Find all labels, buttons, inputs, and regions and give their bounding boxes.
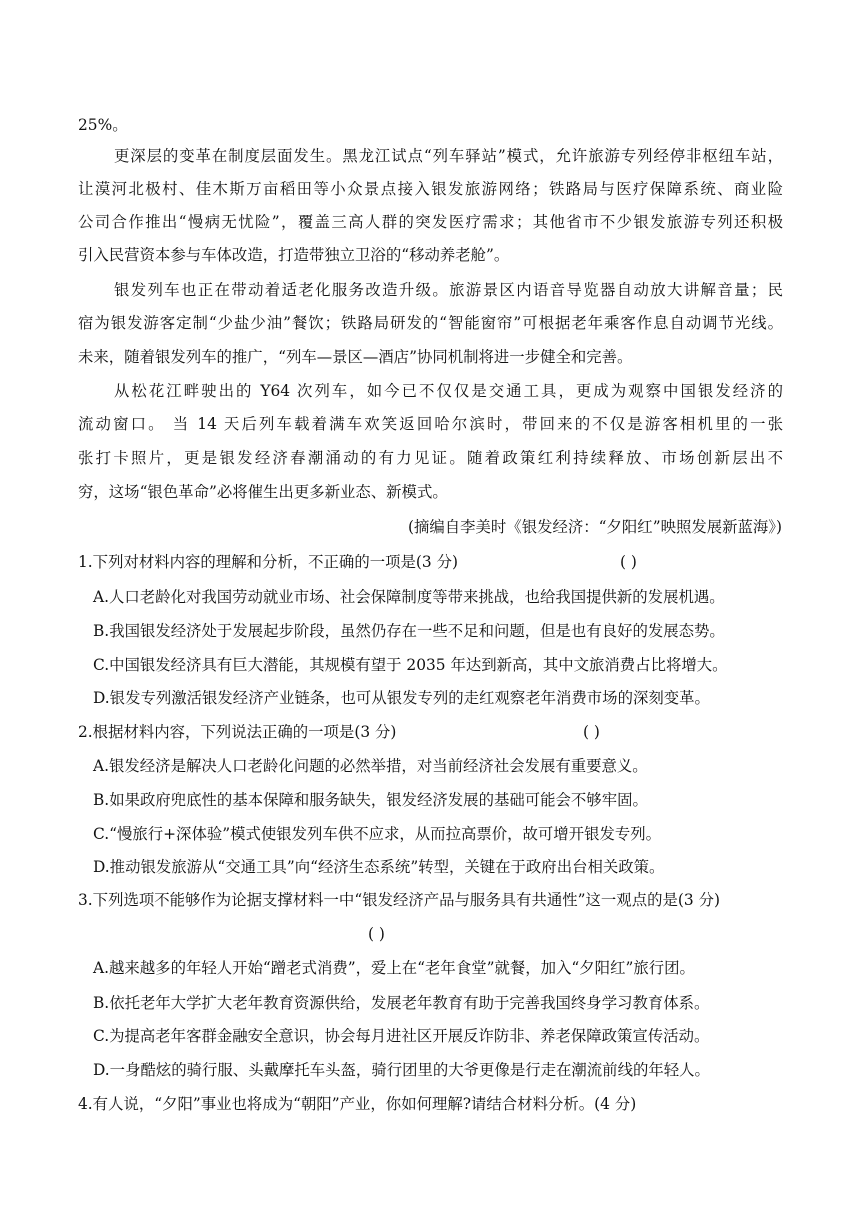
q1-option-c[interactable]: C.中国银发经济具有巨大潜能，其规模有望于 2035 年达到新高，其中文旅消费占比将增大。: [93, 656, 728, 674]
question-4-stem: 4.有人说，“夕阳”事业也将成为“朝阳”产业，你如何理解?请结合材料分析。(4 分): [78, 1095, 637, 1113]
passage-line: 穷，这场“银色革命”必将催生出更多新业态、新模式。: [78, 483, 448, 501]
question-1-stem: 1.下列对材料内容的理解和分析，不正确的一项是(3 分): [78, 553, 458, 571]
passage-line: 更深层的变革在制度层面发生。黑龙江试点“列车驿站”模式，允许旅游专列经停非枢纽车站，: [114, 147, 783, 165]
passage-line: 未来，随着银发列车的推广，“列车—景区—酒店”协同机制将进一步健全和完善。: [78, 348, 633, 366]
passage-line: 银发列车也正在带动着适老化服务改造升级。旅游景区内语音导览器自动放大讲解音量；民: [114, 281, 783, 299]
passage-line: 张打卡照片，更是银发经济春潮涌动的有力见证。随着政策红利持续释放、市场创新层出不: [78, 449, 783, 467]
q3-option-c[interactable]: C.为提高老年客群金融安全意识，协会每月进社区开展反诈防非、养老保障政策宣传活动。: [93, 1027, 710, 1045]
q2-option-c[interactable]: C.“慢旅行+深体验”模式使银发列车供不应求，从而拉高票价，故可增开银发专列。: [93, 825, 662, 843]
q3-option-a[interactable]: A.越来越多的年轻人开始“蹭老式消费”，爱上在“老年食堂”就餐，加入“夕阳红”旅行团。: [93, 959, 695, 977]
answer-bracket-2[interactable]: ( ): [583, 723, 600, 741]
q3-option-d[interactable]: D.一身酷炫的骑行服、头戴摩托车头盔，骑行团里的大爷更像是行走在潮流前线的年轻人。: [93, 1061, 710, 1079]
q2-option-a[interactable]: A.银发经济是解决人口老龄化问题的必然举措，对当前经济社会发展有重要意义。: [93, 757, 648, 775]
passage-line: 流动窗口。 当 14 天后列车载着满车欢笑返回哈尔滨时，带回来的不仅是游客相机里的一张: [78, 415, 783, 433]
passage-line: 25%。: [78, 116, 128, 134]
q1-option-d[interactable]: D.银发专列激活银发经济产业链条，也可从银发专列的走红观察老年消费市场的深刻变革。: [93, 689, 710, 707]
q2-option-d[interactable]: D.推动银发旅游从“交通工具”向“经济生态系统”转型，关键在于政府出台相关政策。: [93, 858, 665, 876]
q2-option-b[interactable]: B.如果政府兜底性的基本保障和服务缺失，银发经济发展的基础可能会不够牢固。: [93, 791, 648, 809]
question-3-stem: 3.下列选项不能够作为论据支撑材料一中“银发经济产品与服务具有共通性”这一观点的是(3 分): [78, 891, 720, 909]
q1-option-a[interactable]: A.人口老龄化对我国劳动就业市场、社会保障制度等带来挑战，也给我国提供新的发展机遇。: [93, 588, 725, 606]
source-citation: (摘编自李美时《银发经济：“夕阳红”映照发展新蓝海》): [407, 518, 782, 536]
answer-bracket-3[interactable]: ( ): [368, 925, 385, 943]
passage-line: 从松花江畔驶出的 Y64 次列车，如今已不仅仅是交通工具，更成为观察中国银发经济的: [114, 382, 783, 400]
answer-bracket-1[interactable]: ( ): [620, 553, 637, 571]
q1-option-b[interactable]: B.我国银发经济处于发展起步阶段，虽然仍存在一些不足和问题，但是也有良好的发展态势。: [93, 622, 725, 640]
passage-line: 让漠河北极村、佳木斯万亩稻田等小众景点接入银发旅游网络；铁路局与医疗保障系统、商业险: [78, 180, 783, 198]
passage-line: 公司合作推出“慢病无忧险”，覆盖三高人群的突发医疗需求；其他省市不少银发旅游专列还积极: [78, 213, 783, 231]
passage-line: 宿为银发游客定制“少盐少油”餐饮；铁路局研发的“智能窗帘”可根据老年乘客作息自动调节光线。: [78, 314, 783, 332]
passage-line: 引入民营资本参与车体改造，打造带独立卫浴的“移动养老舱”。: [78, 246, 510, 264]
question-2-stem: 2.根据材料内容，下列说法正确的一项是(3 分): [78, 723, 397, 741]
q3-option-b[interactable]: B.依托老年大学扩大老年教育资源供给，发展老年教育有助于完善我国终身学习教育体系。: [93, 994, 710, 1012]
